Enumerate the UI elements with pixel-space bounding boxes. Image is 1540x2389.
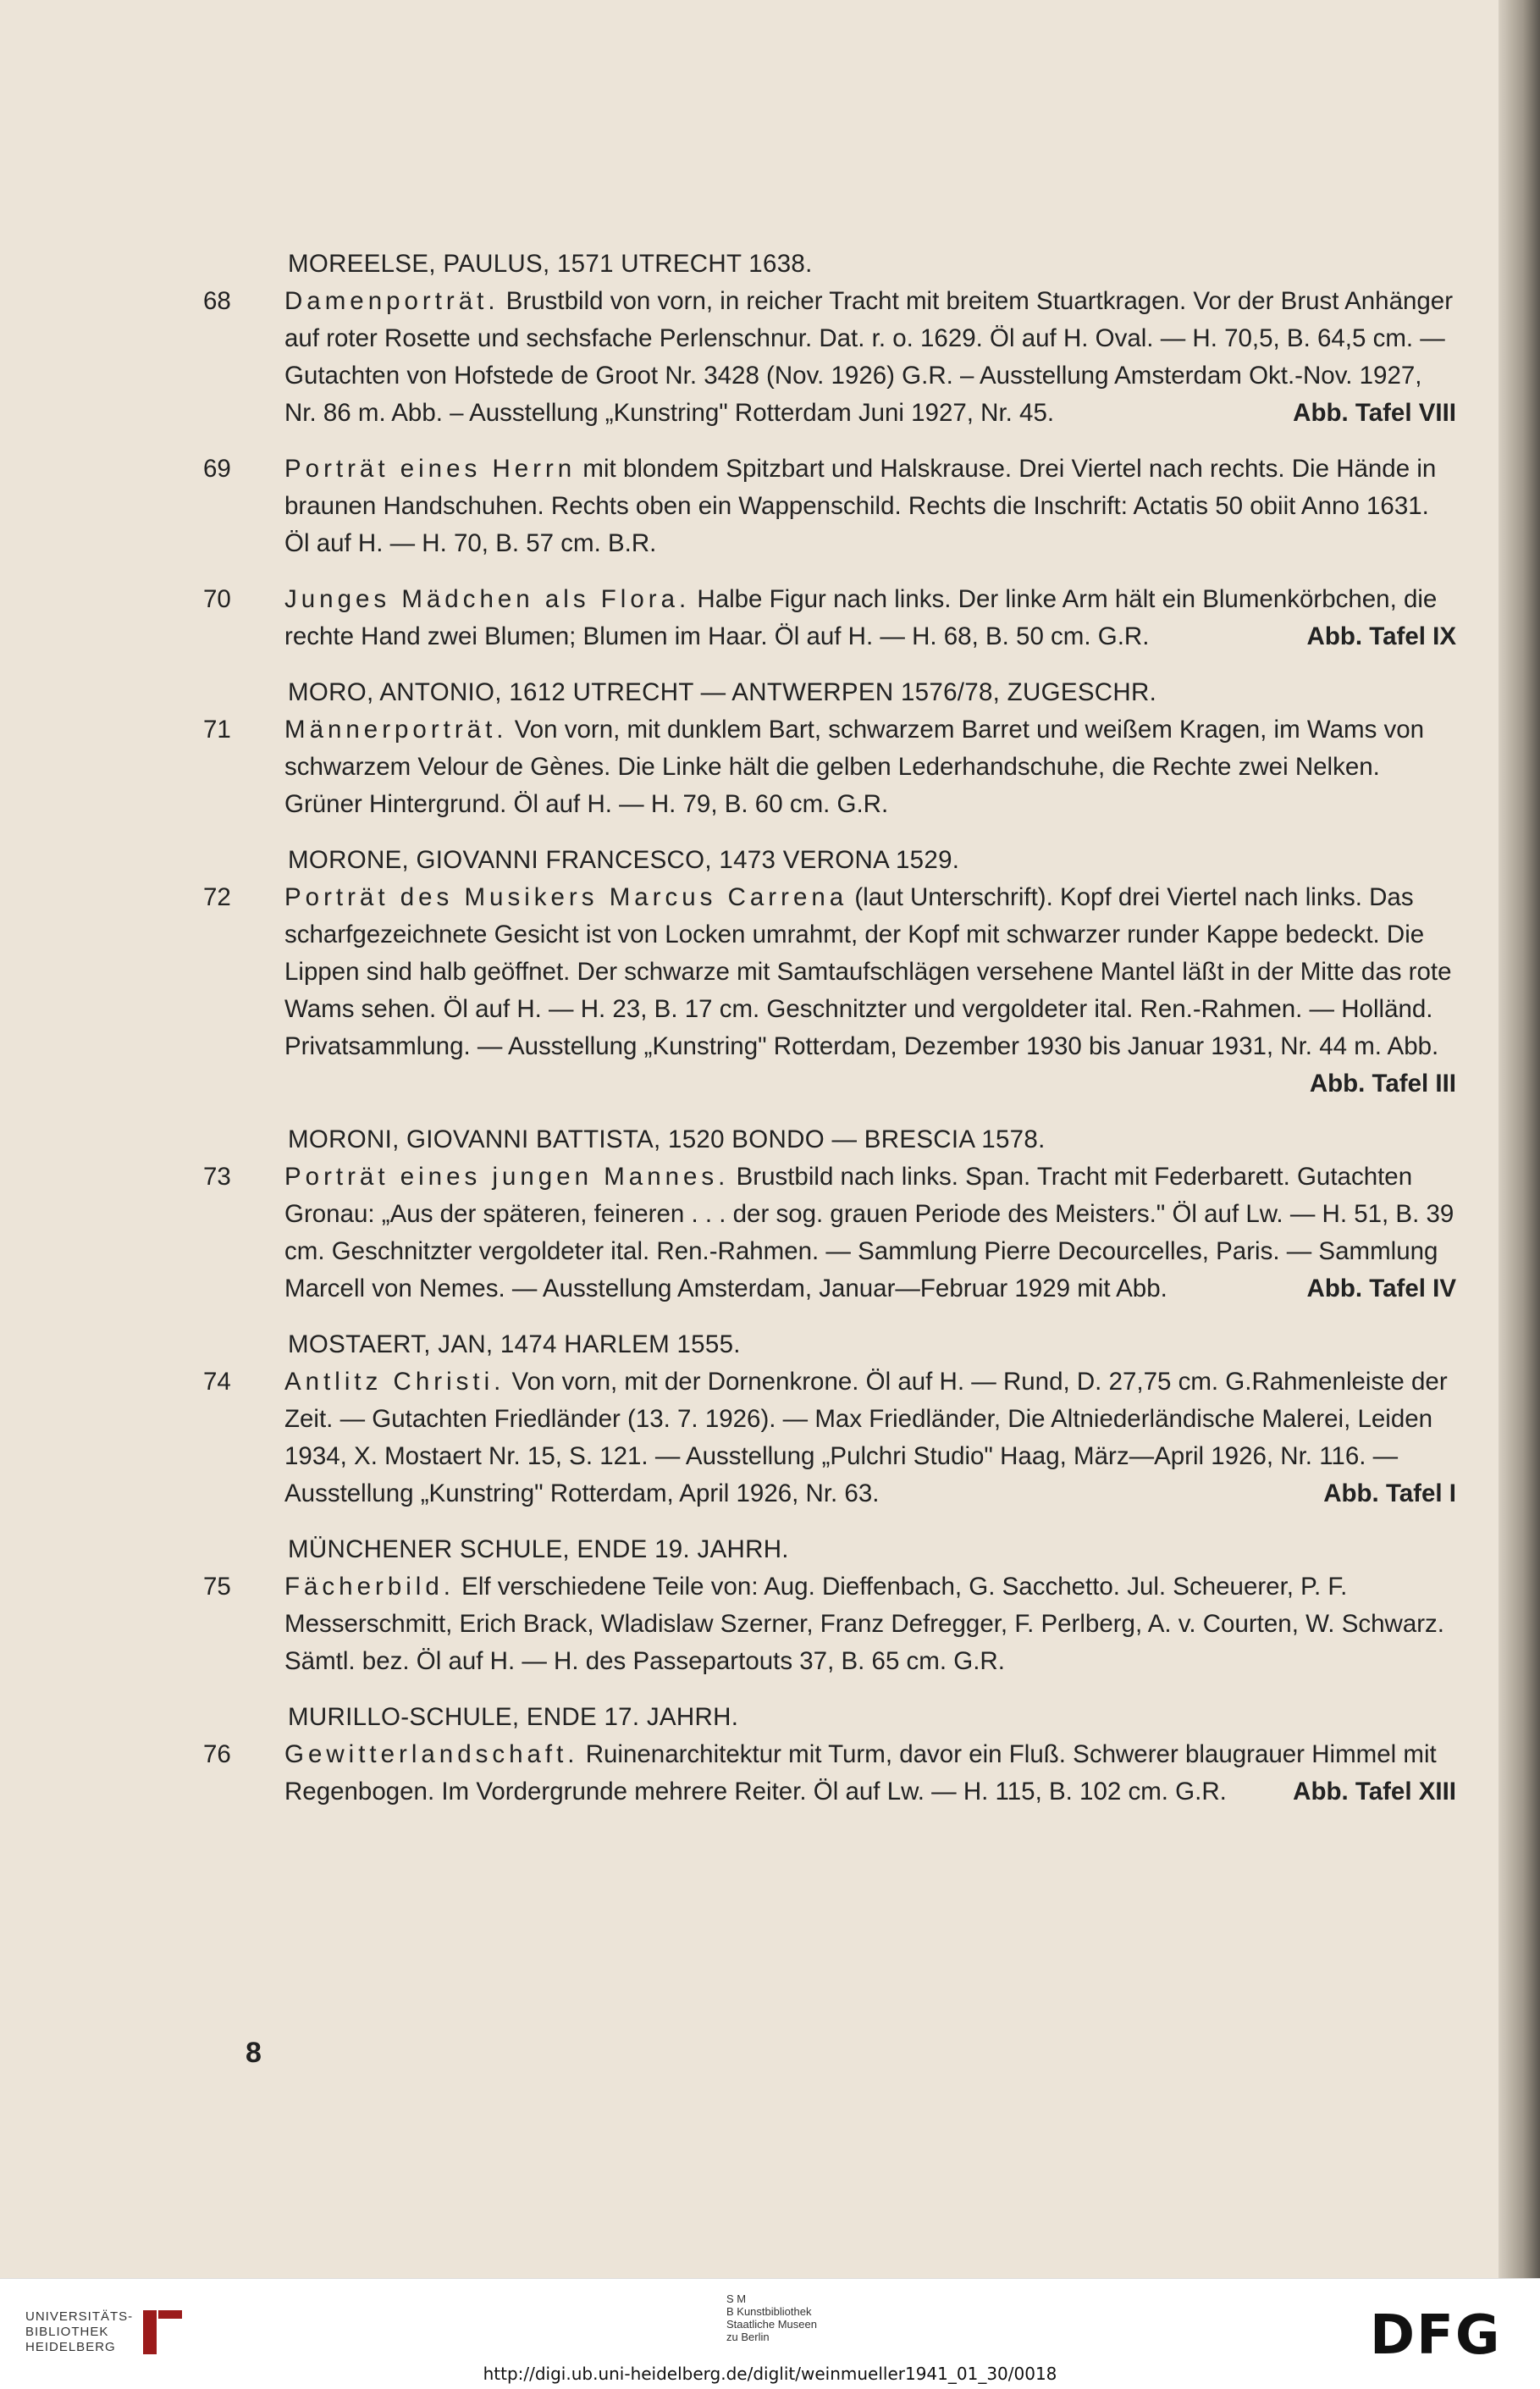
library-line: HEIDELBERG (25, 2340, 116, 2354)
entry-description: Brustbild nach links. Span. Tracht mit Federbarett. Gutachten Gronau: „Aus der späteren, feineren . . . der sog. grauen Periode des Meisters." Öl auf Lw. — H. 51, B. 39 cm. Geschnitzter vergoldeter ital. Ren.-Rahmen. — Sammlung Pierre Decourcelles, Paris. — Sammlung Marcell von Nemes. — Ausstellung Amsterdam, Januar—Februar 1929 mit Abb. (284, 1163, 1454, 1302)
entry-description: Ruinenarchitektur mit Turm, davor ein Fluß. Schwerer blaugrauer Himmel mit Regenbogen. Im Vordergrunde mehrere Reiter. Öl auf Lw. — H. 115, B. 102 cm. G.R. (284, 1740, 1437, 1806)
entry-title: Junges Mädchen als Flora. (284, 585, 691, 613)
smb-line: S M (726, 2292, 747, 2305)
artist-heading: MURILLO-SCHULE, ENDE 17. JAHRH. (288, 1703, 739, 1731)
catalog-entry (203, 581, 1456, 655)
smb-line: B Kunstbibliothek (726, 2305, 812, 2318)
artist-heading: MORONE, GIOVANNI FRANCESCO, 1473 VERONA 1529. (288, 846, 960, 874)
lot-number: 75 (203, 1573, 231, 1601)
entry-title: Gewitterlandschaft. (284, 1740, 579, 1768)
entry-description: Von vorn, mit der Dornenkrone. Öl auf H. — Rund, D. 27,75 cm. G.Rahmenleiste der Zeit. — Gutachten Friedländer (13. 7. 1926). — Max Friedländer, Die Altniederländische Malerei, Leiden 1934, X. Mostaert Nr. 15, S. 121. — Ausstellung „Pulchri Studio" Haag, März—April 1926, Nr. 116. — Ausstellung „Kunstring" Rotterdam, April 1926, Nr. 63. (284, 1368, 1448, 1507)
artist-heading: MORO, ANTONIO, 1612 UTRECHT — ANTWERPEN 1576/78, ZUGESCHR. (288, 678, 1157, 706)
artist-heading: MÜNCHENER SCHULE, ENDE 19. JAHRH. (288, 1535, 789, 1563)
catalog-entry (203, 1159, 1456, 1308)
smb-kunstbibliothek-logo[interactable] (726, 2292, 817, 2343)
library-line: UNIVERSITÄTS- (25, 2309, 134, 2324)
plate-reference: Abb. Tafel III (1309, 1070, 1456, 1098)
entry-title: Porträt eines Herrn (284, 455, 577, 483)
plate-reference: Abb. Tafel VIII (1293, 399, 1456, 427)
catalog-entry (203, 1363, 1456, 1512)
entry-description: Von vorn, mit dunklem Bart, schwarzem Barret und weißem Kragen, im Wams von schwarzem Velour de Gènes. Die Linke hält die gelben Lederhandschuhe, die Rechte zwei Nelken. Grüner Hintergrund. Öl auf H. — H. 79, B. 60 cm. G.R. (284, 716, 1425, 818)
catalog-entry (203, 451, 1456, 562)
entry-title: Damenporträt. (284, 287, 500, 315)
artist-heading: MOSTAERT, JAN, 1474 HARLEM 1555. (288, 1330, 741, 1358)
artist-heading: MORONI, GIOVANNI BATTISTA, 1520 BONDO — BRESCIA 1578. (288, 1125, 1046, 1153)
entry-title: Fächerbild. (284, 1573, 455, 1601)
page-edge-shadow (1499, 0, 1540, 2278)
lot-number: 71 (203, 716, 231, 744)
lot-number: 74 (203, 1368, 231, 1396)
catalog-entry (203, 1568, 1456, 1680)
catalog-entry (203, 711, 1456, 823)
plate-reference: Abb. Tafel I (1323, 1479, 1456, 1507)
entry-description: (laut Unterschrift). Kopf drei Viertel nach links. Das scharfgezeichnete Gesicht ist von Locken umrahmt, der Kopf mit schwarzer runder Kappe bedeckt. Die Lippen sind halb geöffnet. Der schwarze mit Samtaufschlägen versehene Mantel läßt in der Mitte das rote Wams sehen. Öl auf H. — H. 23, B. 17 cm. Geschnitzter und vergoldeter ital. Ren.-Rahmen. — Holländ. Privatsammlung. — Ausstellung „Kunstring" Rotterdam, Dezember 1930 bis Januar 1931, Nr. 44 m. Abb. (284, 883, 1452, 1060)
smb-line: Staatliche Museen (726, 2318, 817, 2331)
catalog-content (203, 246, 1456, 1829)
entry-title: Porträt des Musikers Marcus Carrena (284, 883, 848, 911)
plate-reference: Abb. Tafel IV (1306, 1275, 1456, 1302)
catalog-entry (203, 879, 1456, 1103)
artist-heading: MOREELSE, PAULUS, 1571 UTRECHT 1638. (288, 250, 813, 278)
entry-description: mit blondem Spitzbart und Halskrause. Drei Viertel nach rechts. Die Hände in braunen Handschuhen. Rechts oben ein Wappenschild. Rechts die Inschrift: Actatis 50 obiit Anno 1631. Öl auf H. — H. 70, B. 57 cm. B.R. (284, 455, 1437, 557)
entry-title: Antlitz Christi. (284, 1368, 505, 1396)
lot-number: 68 (203, 287, 231, 315)
entry-description: Brustbild von vorn, in reicher Tracht mit breitem Stuartkragen. Vor der Brust Anhänger auf roter Rosette und sechsfache Perlenschnur. Dat. r. o. 1629. Öl auf H. Oval. — H. 70,5, B. 64,5 cm. — Gutachten von Hofstede de Groot Nr. 3428 (Nov. 1926) G.R. – Ausstellung Amsterdam Okt.-Nov. 1927, Nr. 86 m. Abb. – Ausstellung „Kunstring" Rotterdam Juni 1927, Nr. 45. (284, 287, 1454, 427)
lot-number: 72 (203, 883, 231, 911)
viewer-footer (0, 2278, 1540, 2389)
page-url-link[interactable]: http://digi.ub.uni-heidelberg.de/diglit/weinmueller1941_01_30/0018 (483, 2364, 1057, 2384)
entry-title: Männerporträt. (284, 716, 508, 744)
plate-reference: Abb. Tafel IX (1306, 622, 1456, 650)
plate-reference: Abb. Tafel XIII (1293, 1778, 1456, 1806)
entry-description: Halbe Figur nach links. Der linke Arm hält ein Blumenkörbchen, die rechte Hand zwei Blumen; Blumen im Haar. Öl auf H. — H. 68, B. 50 cm. G.R. (284, 585, 1438, 650)
page-number: 8 (246, 2037, 262, 2069)
lot-number: 70 (203, 585, 231, 613)
library-line: BIBLIOTHEK (25, 2325, 109, 2339)
dfg-logo[interactable]: DFG (1370, 2304, 1502, 2367)
catalog-entry (203, 283, 1456, 432)
lot-number: 73 (203, 1163, 231, 1191)
catalog-entry (203, 1736, 1456, 1811)
lot-number: 76 (203, 1740, 231, 1768)
heidelberg-library-logo[interactable] (25, 2309, 182, 2355)
lot-number: 69 (203, 455, 231, 483)
smb-line: zu Berlin (726, 2331, 770, 2343)
entry-title: Porträt eines jungen Mannes. (284, 1163, 730, 1191)
entry-description: Elf verschiedene Teile von: Aug. Dieffenbach, G. Sacchetto. Jul. Scheuerer, P. F. Messerschmitt, Erich Brack, Wladislaw Szerner, Franz Defregger, F. Perlberg, A. v. Courten, W. Schwarz. Sämtl. bez. Öl auf H. — H. des Passepartouts 37, B. 65 cm. G.R. (284, 1573, 1445, 1675)
library-mark-icon (143, 2310, 182, 2354)
